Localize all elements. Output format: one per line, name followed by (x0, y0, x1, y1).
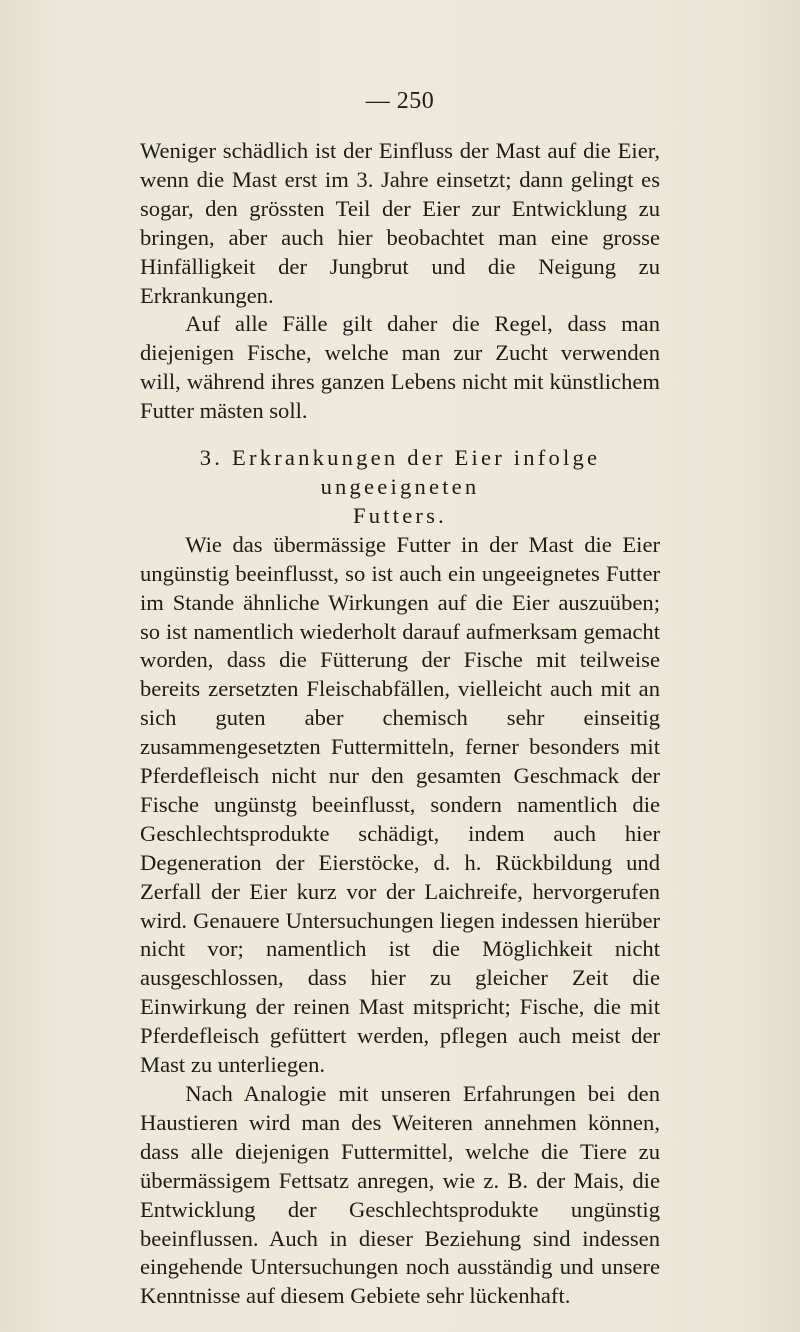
paragraph-rule: Auf alle Fälle gilt daher die Regel, dass man diejenigen Fische, welche man zur Zucht verwenden will, während ihres ganzen Lebens nicht mit künstlichem Futter mästen soll. (140, 311, 660, 424)
section-gap (140, 426, 660, 444)
paragraph-analogy: Nach Analogie mit unseren Erfahrungen bei den Haustieren wird man des Weiteren annehmen können, dass alle diejenigen Futtermittel, welche die Tiere zu übermässigem Fettsatz anregen, wie z. B. der Mais, die Entwicklung der Geschlechtsprodukte ungünstig beeinflussen. Auch in dieser Beziehung sind indessen eingehende Untersuchungen noch ausständig und unsere Kenntnisse auf diesem Gebiete sehr lückenhaft. (140, 1081, 660, 1309)
paragraph-unsuitable-feed: Wie das übermässige Futter in der Mast die Eier ungünstig beeinflusst, so ist auch ein ungeeignetes Futter im Stande ähnliche Wirkungen auf die Eier auszuüben; so ist namentlich wiederholt darauf aufmerksam gemacht worden, dass die Fütterung der Fische mit teilweise bereits zersetzten Fleischabfällen, vielleicht auch mit an sich guten aber chemisch sehr einseitig zusammengesetzten Futtermitteln, ferner besonders mit Pferdefleisch nicht nur den gesamten Geschmack der Fische ungünstg beeinflusst, sondern namentlich die Geschlechtsprodukte schädigt, indem auch hier Degeneration der Eierstöcke, d. h. Rückbildung und Zerfall der Eier kurz vor der Laichreife, hervorgerufen wird. Genauere Untersuchungen liegen indessen hierüber nicht vor; namentlich ist die Möglichkeit nicht ausgeschlossen, dass hier zu gleicher Zeit die Einwirkung der reinen Mast mitspricht; Fische, die mit Pferdefleisch gefüttert werden, pflegen auch meist der Mast zu unterliegen. (140, 531, 660, 1078)
body-text (140, 137, 660, 1311)
page-number: — 250 (365, 88, 435, 114)
section-heading-continuation: Futters. (352, 502, 447, 528)
section-heading: 3. Erkrankungen der Eier infolge ungeeigneten (199, 445, 601, 499)
paragraph-mast-third-year: Weniger schädlich ist der Einfluss der Mast auf die Eier, wenn die Mast erst im 3. Jahre einsetzt; dann gelingt es sogar, den grössten Teil der Eier zur Entwicklung zu bringen, aber auch hier beobachtet man eine grosse Hinfälligkeit der Jungbrut und die Neigung zu Erkrankungen. (140, 138, 660, 308)
